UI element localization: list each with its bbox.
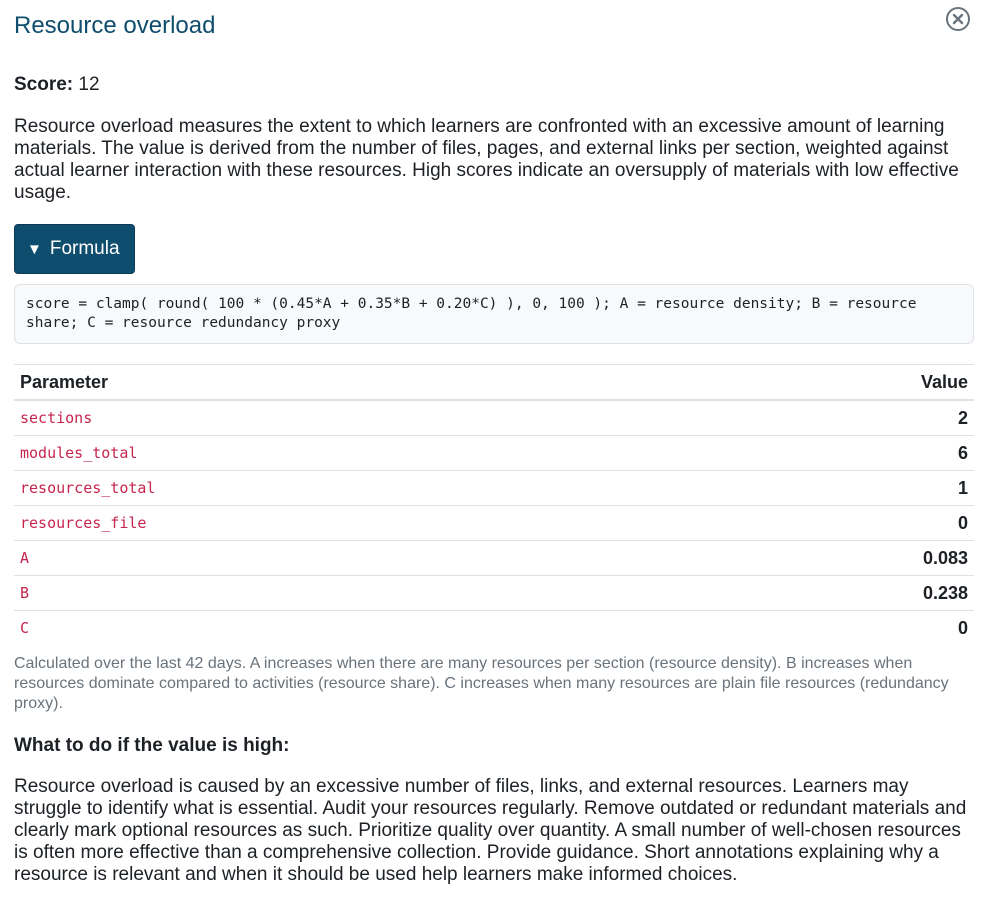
table-row [14, 541, 974, 576]
parameter-name: resources_file [14, 506, 700, 541]
parameter-name: modules_total [14, 436, 700, 471]
score-line [14, 73, 100, 97]
table-row [14, 400, 974, 436]
close-button[interactable] [946, 7, 970, 31]
table-row [14, 471, 974, 506]
advice-text: Resource overload is caused by an excessive number of files, links, and external resources. Learners may struggle to identify what is essential. Audit your resources regularly. Remove outdated or redundant materials and clearly mark optional resources as such. Prioritize quality over quantity. A small number of well-chosen resources is often more effective than a comprehensive collection. Provide guidance. Short annotations explaining why a resource is relevant and when it should be used help learners make informed choices. [14, 776, 967, 885]
parameter-name: sections [14, 400, 700, 436]
column-header-value: Value [700, 365, 974, 401]
parameter-value: 0 [700, 506, 974, 541]
score-label: Score: [14, 74, 74, 95]
score-value: 12 [78, 74, 100, 95]
caret-down-icon: ▼ [27, 241, 42, 258]
parameter-value: 1 [700, 471, 974, 506]
parameter-table [14, 364, 974, 645]
calculation-note: Calculated over the last 42 days. A increases when there are many resources per section (resource density). B increases when resources dominate compared to activities (resource share). C increases when many resources are plain file resources (redundancy proxy). [14, 655, 949, 712]
table-header-row [14, 365, 974, 401]
table-row [14, 436, 974, 471]
table-row [14, 576, 974, 611]
parameter-value: 0.238 [700, 576, 974, 611]
formula-toggle-label: Formula [49, 238, 120, 259]
advice-heading: What to do if the value is high: [14, 735, 290, 756]
parameter-value: 6 [700, 436, 974, 471]
formula-toggle-button[interactable] [14, 224, 135, 274]
metric-description: Resource overload measures the extent to which learners are confronted with an excessive amount of learning materials. The value is derived from the number of files, pages, and external links per section, weighted against actual learner interaction with these resources. High scores indicate an oversupply of materials with low effective usage. [14, 116, 959, 203]
parameter-name: A [14, 541, 700, 576]
parameter-value: 0 [957, 617, 968, 638]
parameter-name: B [14, 576, 700, 611]
table-row [14, 506, 974, 541]
parameter-value: 0.083 [700, 541, 974, 576]
formula-code-block: score = clamp( round( 100 * (0.45*A + 0.35*B + 0.20*C) ), 0, 100 ); A = resource density; B = resource share; C = resource redundancy proxy [14, 284, 974, 344]
table-row [14, 611, 974, 646]
parameter-name: C [20, 619, 30, 637]
close-icon [952, 13, 964, 25]
column-header-parameter: Parameter [14, 365, 700, 401]
modal-title: Resource overload [14, 12, 216, 39]
parameter-name: resources_total [14, 471, 700, 506]
parameter-value: 2 [700, 400, 974, 436]
